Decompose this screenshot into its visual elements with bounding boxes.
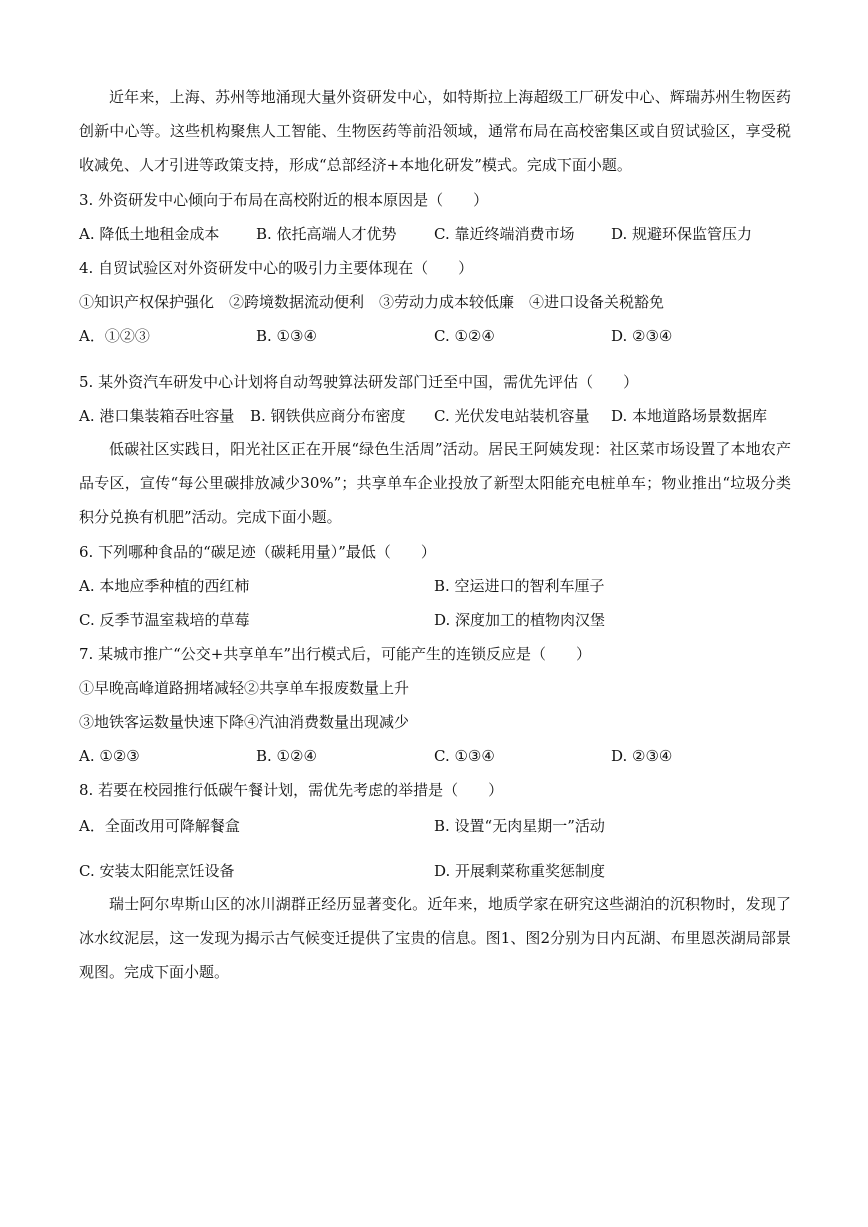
question-5-stem: 5. 某外资汽车研发中心计划将自动驾驶算法研发部门迁至中国，需优先评估（ ） <box>79 373 639 391</box>
q3-option-a: A. 降低土地租金成本 <box>79 225 220 243</box>
question-3-stem: 3. 外资研发中心倾向于布局在高校附近的根本原因是（ ） <box>79 191 489 209</box>
question-6-stem: 6. 下列哪种食品的“碳足迹（碳耗用量）”最低（ ） <box>79 543 436 561</box>
q7-items-line-1: ①早晚高峰道路拥堵减轻②共享单车报废数量上升 <box>79 679 410 697</box>
q4-option-c: C. ①②④ <box>434 327 495 345</box>
q5-option-c: C. 光伏发电站装机容量 <box>434 407 590 425</box>
question-4-stem: 4. 自贸试验区对外资研发中心的吸引力主要体现在（ ） <box>79 259 474 277</box>
q5-option-b: B. 钢铁供应商分布密度 <box>250 407 406 425</box>
q4-option-b: B. ①③④ <box>256 327 317 345</box>
q4-option-a: A．①②③ <box>79 327 150 345</box>
q8-option-a: A．全面改用可降解餐盒 <box>79 817 240 835</box>
q3-option-c: C. 靠近终端消费市场 <box>434 225 575 243</box>
passage-low-carbon: 低碳社区实践日，阳光社区正在开展“绿色生活周”活动。居民王阿姨发现：社区菜市场设置了本地农产品专区，宣传“每公里碳排放减少30%”；共享单车企业投放了新型太阳能充电桩单车；物业推出“垃圾分类积分兑换有机肥”活动。完成下面小题。 <box>79 440 791 526</box>
q6-option-d: D. 深度加工的植物肉汉堡 <box>434 611 606 629</box>
q8-option-d: D. 开展剩菜称重奖惩制度 <box>434 862 606 880</box>
q6-option-a: A. 本地应季种植的西红柿 <box>79 577 250 595</box>
q6-option-c: C. 反季节温室栽培的草莓 <box>79 611 250 629</box>
passage-foreign-rd: 近年来，上海、苏州等地涌现大量外资研发中心，如特斯拉上海超级工厂研发中心、辉瑞苏州生物医药创新中心等。这些机构聚焦人工智能、生物医药等前沿领域，通常布局在高校密集区或自贸试验区，享受税收减免、人才引进等政策支持，形成“总部经济+本地化研发”模式。完成下面小题。 <box>79 88 791 174</box>
q3-option-b: B. 依托高端人才优势 <box>256 225 397 243</box>
passage-glacier-lakes: 瑞士阿尔卑斯山区的冰川湖群正经历显著变化。近年来，地质学家在研究这些湖泊的沉积物时，发现了冰水纹泥层，这一发现为揭示古气候变迁提供了宝贵的信息。图1、图2分别为日内瓦湖、布里恩茨湖局部景观图。完成下面小题。 <box>79 895 791 981</box>
q3-option-d: D. 规避环保监管压力 <box>611 225 753 243</box>
q8-option-b: B. 设置“无肉星期一”活动 <box>434 817 605 835</box>
q5-option-a: A. 港口集装箱吞吐容量 <box>79 407 235 425</box>
q7-option-b: B. ①②④ <box>256 747 317 765</box>
question-7-stem: 7. 某城市推广“公交+共享单车”出行模式后，可能产生的连锁反应是（ ） <box>79 645 591 663</box>
q7-items-line-2: ③地铁客运数量快速下降④汽油消费数量出现减少 <box>79 713 410 731</box>
q5-option-d: D. 本地道路场景数据库 <box>611 407 768 425</box>
q7-option-d: D. ②③④ <box>611 747 673 765</box>
question-8-stem: 8. 若要在校园推行低碳午餐计划，需优先考虑的举措是（ ） <box>79 781 504 799</box>
q4-items: ①知识产权保护强化 ②跨境数据流动便利 ③劳动力成本较低廉 ④进口设备关税豁免 <box>79 293 665 311</box>
q8-option-c: C. 安装太阳能烹饪设备 <box>79 862 235 880</box>
q7-option-c: C. ①③④ <box>434 747 495 765</box>
q4-option-d: D. ②③④ <box>611 327 673 345</box>
q6-option-b: B. 空运进口的智利车厘子 <box>434 577 605 595</box>
q7-option-a: A. ①②③ <box>79 747 140 765</box>
